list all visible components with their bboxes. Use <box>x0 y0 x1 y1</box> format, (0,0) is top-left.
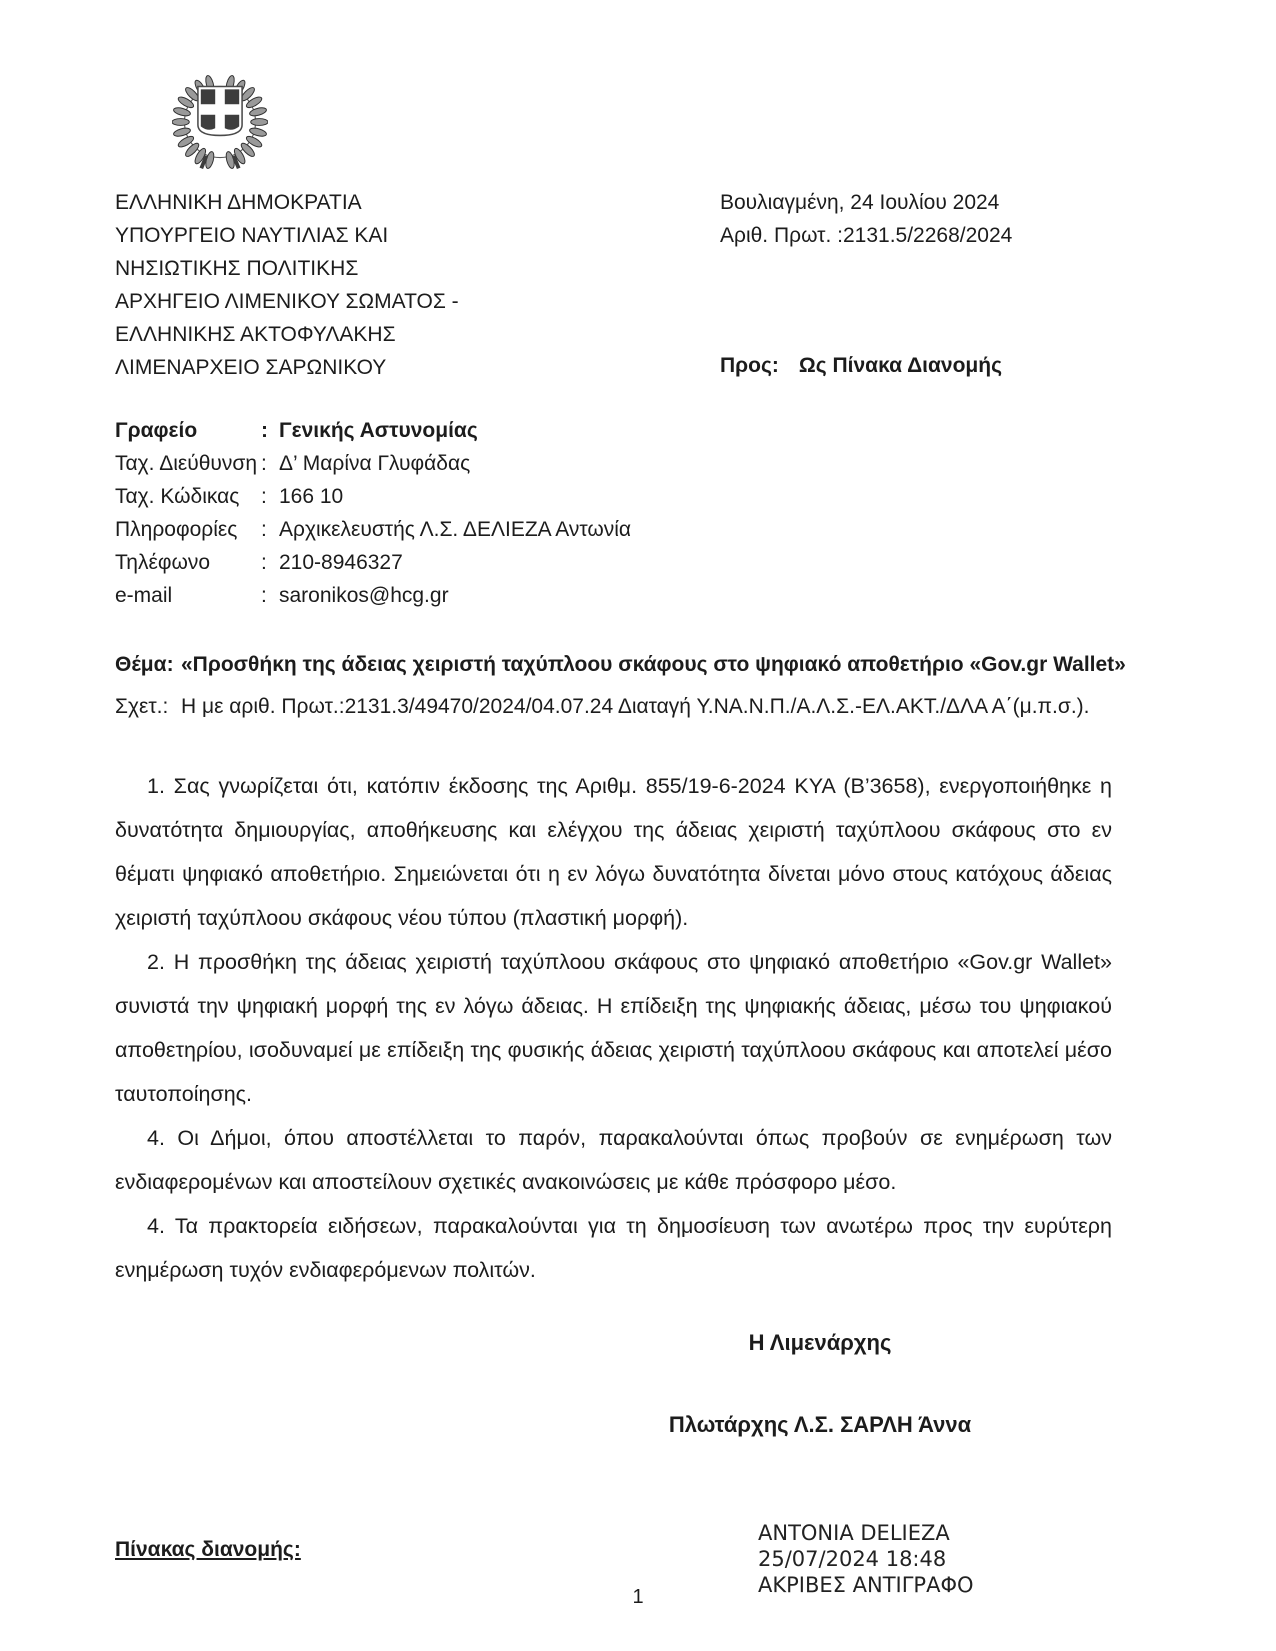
signature-name: Πλωτάρχης Λ.Σ. ΣΑΡΛΗ Άννα <box>668 1412 972 1437</box>
to-value: Ως Πίνακα Διανομής <box>798 354 1003 377</box>
contact-label: Πληροφορίες <box>115 517 238 541</box>
emblem-cross-shield <box>198 86 242 135</box>
reference-row <box>115 695 1175 719</box>
protocol-number: Αριθ. Πρωτ. :2131.5/2268/2024 <box>720 224 1013 247</box>
org-line: ΝΗΣΙΩΤΙΚΗΣ ΠΟΛΙΤΙΚΗΣ <box>115 257 359 280</box>
stamp-certification: ΑΚΡΙΒΕΣ ΑΝΤΙΓΡΑΦΟ <box>758 1573 974 1597</box>
contact-colon: : <box>261 418 268 442</box>
reference-label: Σχετ.: <box>115 695 169 718</box>
body-paragraph-1: 1. Σας γνωρίζεται ότι, κατόπιν έκδοσης της Αριθμ. 855/19-6-2024 ΚΥΑ (Β’3658), ενεργοποιήθηκε η δυνατότητα δημιουργίας, αποθήκευσης και ελέγχου της άδειας χειριστή ταχύπλοου σκάφους στο εν θέματι ψηφιακό αποθετήριο. Σημειώνεται ότι η εν λόγω δυνατότητα δίνεται μόνο στους κατόχους άδειας χειριστή ταχύπλοου σκάφους νέου τύπου (πλαστική μορφή). <box>115 774 1112 930</box>
signature-title: Η Λιμενάρχης <box>748 1330 892 1355</box>
stamp-signer-name: ANTONIA DELIEZA <box>758 1521 950 1545</box>
contact-info-block <box>115 414 735 612</box>
body-paragraph-4: 4. Τα πρακτορεία ειδήσεων, παρακαλούνται για τη δημοσίευση των ανωτέρω προς την ευρύτερη ενημέρωση τυχόν ενδιαφερόμενων πολιτών. <box>115 1214 1112 1282</box>
contact-value: 210-8946327 <box>279 550 403 574</box>
contact-label: e-mail <box>115 583 173 607</box>
subject-text: «Προσθήκη της άδειας χειριστή ταχύπλοου σκάφους στο ψηφιακό αποθετήριο «Gov.gr Wallet» <box>181 653 1126 676</box>
contact-value: Δ’ Μαρίνα Γλυφάδας <box>279 451 471 475</box>
stamp-datetime: 25/07/2024 18:48 <box>758 1547 947 1571</box>
contact-label: Τηλέφωνο <box>115 550 211 574</box>
contact-row-information <box>115 513 735 546</box>
letterhead-organisation <box>115 186 635 384</box>
place-date: Βουλιαγμένη, 24 Ιουλίου 2024 <box>720 191 1000 214</box>
contact-value: saronikos@hcg.gr <box>279 583 449 607</box>
contact-row-postal-code <box>115 480 735 513</box>
distribution-list-heading: Πίνακας διανομής: <box>115 1538 301 1561</box>
org-line: ΥΠΟΥΡΓΕΙΟ ΝΑΥΤΙΛΙΑΣ ΚΑΙ <box>115 224 389 247</box>
body-paragraph-2: 2. Η προσθήκη της άδειας χειριστή ταχύπλοου σκάφους στο ψηφιακό αποθετήριο «Gov.gr Wallet» συνιστά την ψηφιακή μορφή της εν λόγω άδειας. Η επίδειξη της ψηφιακής άδειας, μέσω του ψηφιακού αποθετηρίου, ισοδυναμεί με επίδειξη της φυσικής άδειας χειριστή ταχύπλοου σκάφους και αποτελεί μέσο ταυτοποίησης. <box>115 950 1112 1106</box>
to-label: Προς: <box>720 354 779 377</box>
org-line: ΑΡΧΗΓΕΙΟ ΛΙΜΕΝΙΚΟΥ ΣΩΜΑΤΟΣ - <box>115 290 459 313</box>
page-number: 1 <box>632 1586 644 1608</box>
contact-row-email <box>115 579 735 612</box>
contact-value: 166 10 <box>279 484 344 508</box>
reference-text: Η με αριθ. Πρωτ.:2131.3/49470/2024/04.07.24 Διαταγή Υ.ΝΑ.Ν.Π./Α.Λ.Σ.-ΕΛ.ΑΚΤ./ΔΛΑ Α΄(μ.π.σ.). <box>181 695 1090 718</box>
contact-row-telephone <box>115 546 735 579</box>
contact-colon: : <box>261 583 267 607</box>
contact-label: Γραφείο <box>115 418 198 442</box>
contact-label: Ταχ. Διεύθυνση <box>115 451 258 475</box>
letter-body <box>115 764 1112 1292</box>
contact-colon: : <box>261 484 267 508</box>
contact-label: Ταχ. Κώδικας <box>115 484 240 508</box>
addressee-row <box>720 354 1002 378</box>
contact-colon: : <box>261 451 267 475</box>
org-line: ΕΛΛΗΝΙΚΗ ΔΗΜΟΚΡΑΤΙΑ <box>115 191 362 214</box>
contact-row-address <box>115 447 735 480</box>
letterhead-meta <box>720 186 1180 252</box>
subject-label: Θέμα: <box>115 653 174 676</box>
contact-colon: : <box>261 517 267 541</box>
body-paragraph-3: 4. Οι Δήμοι, όπου αποστέλλεται το παρόν, παρακαλούνται όπως προβούν σε ενημέρωση των ενδιαφερομένων και αποστείλουν σχετικές ανακοινώσεις με κάθε πρόσφορο μέσο. <box>115 1126 1112 1194</box>
org-line: ΛΙΜΕΝΑΡΧΕΙΟ ΣΑΡΩΝΙΚΟΥ <box>115 356 387 379</box>
greek-coat-of-arms-icon <box>172 70 268 174</box>
contact-colon: : <box>261 550 267 574</box>
contact-row-office <box>115 414 735 447</box>
contact-value: Αρχικελευστής Λ.Σ. ΔΕΛΙΕΖΑ Αντωνία <box>279 517 632 541</box>
contact-value: Γενικής Αστυνομίας <box>279 418 478 442</box>
org-line: ΕΛΛΗΝΙΚΗΣ ΑΚΤΟΦΥΛΑΚΗΣ <box>115 323 396 346</box>
subject-row <box>115 653 1175 677</box>
